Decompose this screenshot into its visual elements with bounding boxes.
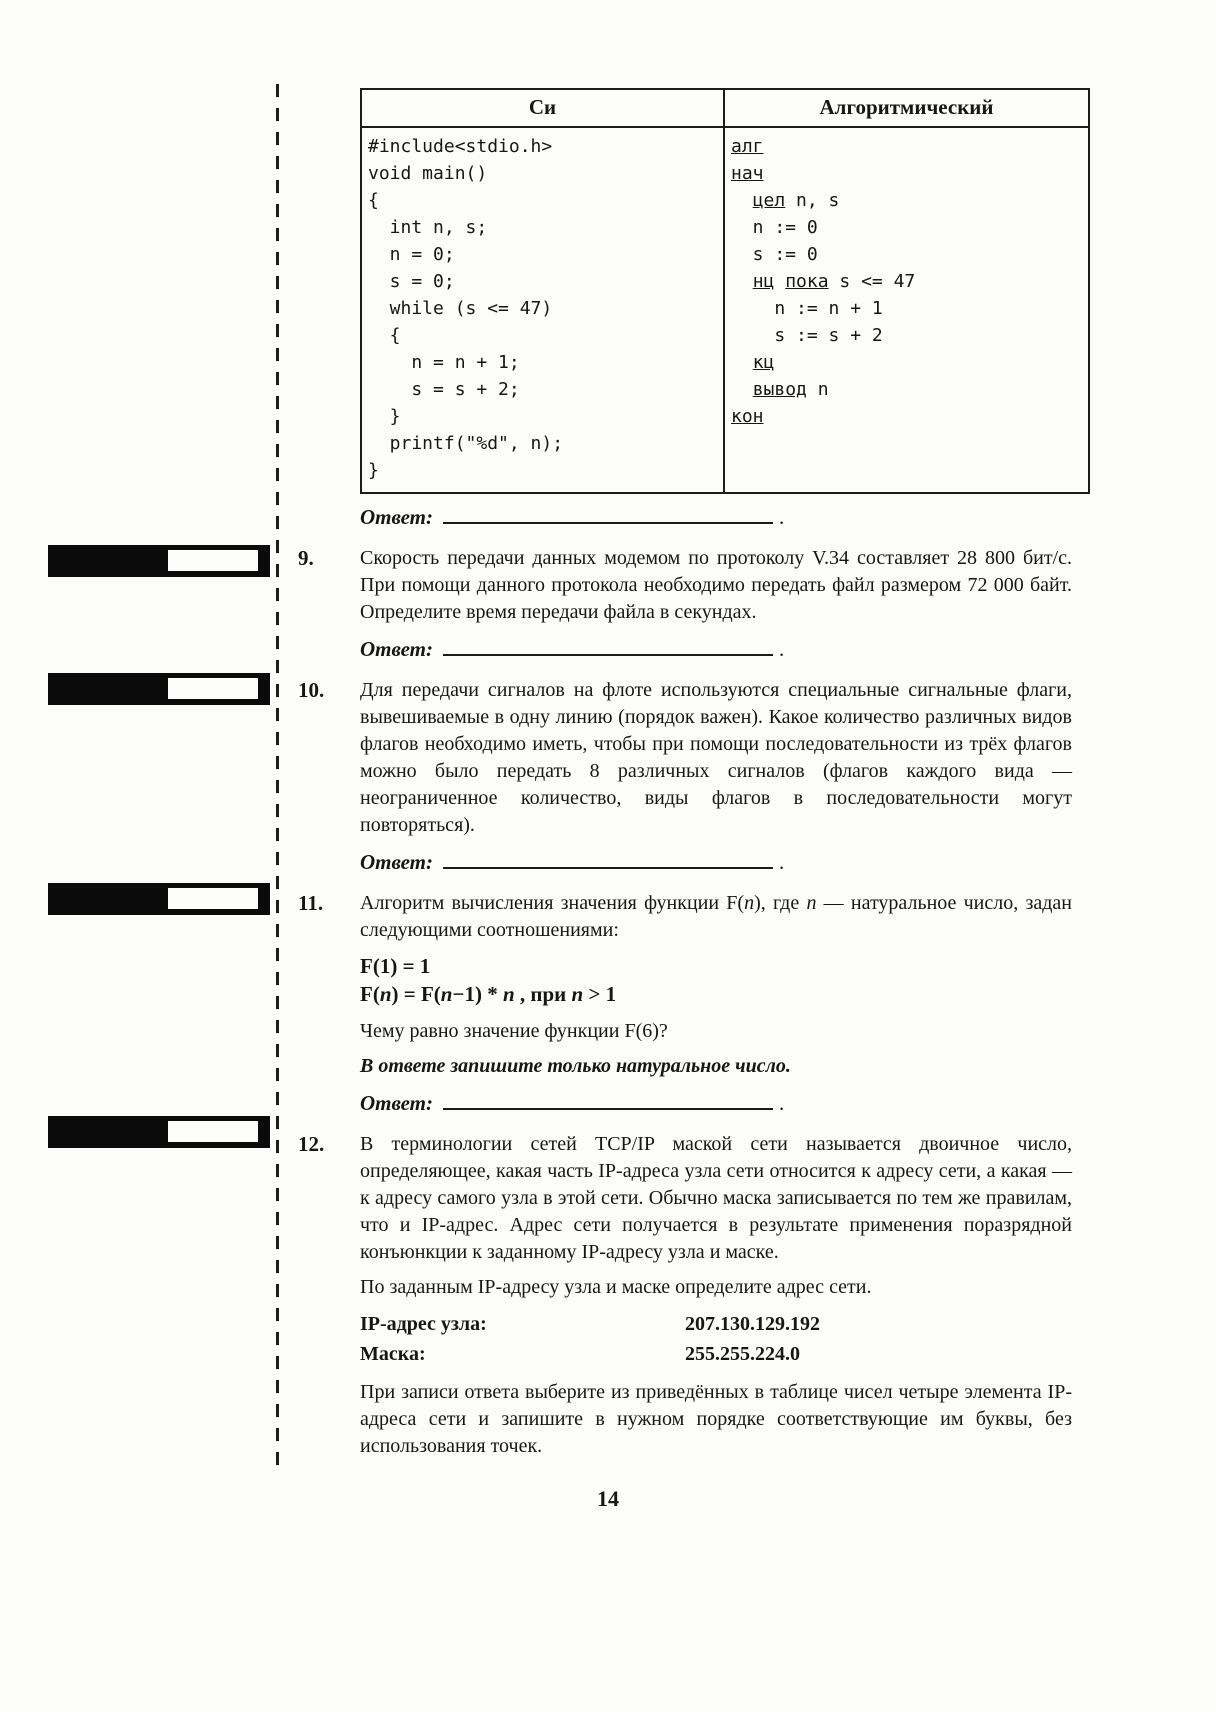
answer-blank-line <box>443 1092 773 1110</box>
page-content <box>298 88 1072 1468</box>
problem-11 <box>298 890 1072 1117</box>
mask-row <box>360 1339 1072 1369</box>
problem-text: Алгоритм вычисления значения функции F(n), где n — натуральное число, задан следующими соотношениями: <box>360 892 1072 941</box>
problem-9 <box>298 545 1072 663</box>
mask-label: Маска: <box>360 1343 426 1365</box>
answer-period: . <box>779 850 785 874</box>
answer-blank-line <box>443 638 773 656</box>
algorithmic-code-listing: алг нач цел n, s n := 0 s := 0 нц пока s <= 47 n := n + 1 s := s + 2 кц вывод n кон <box>731 136 916 427</box>
answer-label: Ответ: <box>360 505 433 529</box>
answer-period: . <box>779 637 785 661</box>
margin-answer-tab-12 <box>48 1116 270 1148</box>
problem-12 <box>298 1131 1072 1460</box>
answer-row-11 <box>360 1090 1072 1117</box>
problem-question: Чему равно значение функции F(6)? <box>360 1020 668 1042</box>
margin-answer-tab-window <box>168 1121 258 1142</box>
answer-row-9 <box>360 636 1072 663</box>
problem-text: По заданным IP-адресу узла и маске определите адрес сети. <box>360 1276 872 1298</box>
problem-text: При записи ответа выберите из приведённых в таблице чисел четыре элемента IP-адреса сети и запишите в нужном порядке соответствующие им буквы, без использования точек. <box>360 1381 1072 1457</box>
answer-row-10 <box>360 849 1072 876</box>
ip-table <box>360 1309 1072 1369</box>
problem-number: 10. <box>298 678 325 702</box>
margin-answer-tab-11 <box>48 883 270 915</box>
answer-label: Ответ: <box>360 1091 433 1115</box>
problem-note: В ответе запишите только натуральное число. <box>360 1055 791 1077</box>
problem-10 <box>298 677 1072 876</box>
table-header-algorithmic: Алгоритмический <box>724 89 1089 127</box>
code-comparison-table <box>360 88 1090 494</box>
mask-value: 255.255.224.0 <box>685 1343 800 1365</box>
table-header-c: Си <box>361 89 724 127</box>
problem-text: Скорость передачи данных модемом по протоколу V.34 составляет 28 800 бит/с. При помощи данного протокола необходимо передать файл размером 72 000 байт. Определите время передачи файла в секундах. <box>360 547 1072 623</box>
margin-answer-tab-window <box>168 550 258 571</box>
problem-number: 11. <box>298 891 324 915</box>
ip-address-label: IP-адрес узла: <box>360 1313 487 1335</box>
c-code-cell <box>361 127 724 493</box>
margin-dashed-line <box>276 84 279 1476</box>
answer-blank-line <box>443 506 773 524</box>
margin-answer-tab-9 <box>48 545 270 577</box>
answer-period: . <box>779 1091 785 1115</box>
answer-label: Ответ: <box>360 850 433 874</box>
margin-answer-tab-window <box>168 678 258 699</box>
ip-address-value: 207.130.129.192 <box>685 1313 820 1335</box>
problem-number: 12. <box>298 1132 325 1156</box>
answer-period: . <box>779 505 785 529</box>
formula-block: F(1) = 1 F(n) = F(n−1) * n , при n > 1 <box>360 954 617 1006</box>
problem-number: 9. <box>298 546 314 570</box>
margin-answer-tab-10 <box>48 673 270 705</box>
problem-text: В терминологии сетей TCP/IP маской сети называется двоичное число, определяющее, какая часть IP-адреса узла сети относится к адресу сети, а какая — к адресу самого узла в этой сети. Обычно маска записывается по тем же правилам, что и IP-адрес. Адрес сети получается в результате применения поразрядной конъюнкции к заданному IP-адресу узла и маске. <box>360 1133 1072 1263</box>
algo-code-cell <box>724 127 1089 493</box>
margin-answer-tab-window <box>168 888 258 909</box>
c-code-listing: #include<stdio.h> void main() { int n, s; n = 0; s = 0; while (s <= 47) { n = n + 1; s = s + 2; } printf("%d", n); } <box>368 136 564 481</box>
answer-label: Ответ: <box>360 637 433 661</box>
answer-blank-line <box>443 851 773 869</box>
page-number: 14 <box>597 1486 619 1511</box>
problem-text: Для передачи сигналов на флоте используются специальные сигнальные флаги, вывешиваемые в одну линию (порядок важен). Какое количество различных видов флагов необходимо иметь, чтобы при помощи последовательности из трёх флагов можно было передать 8 различных сигналов (флагов каждого вида — неограниченное количество, виды флагов в последовательности могут повторяться). <box>360 679 1072 836</box>
answer-row-table-task <box>360 504 1072 531</box>
ip-address-row <box>360 1309 1072 1339</box>
